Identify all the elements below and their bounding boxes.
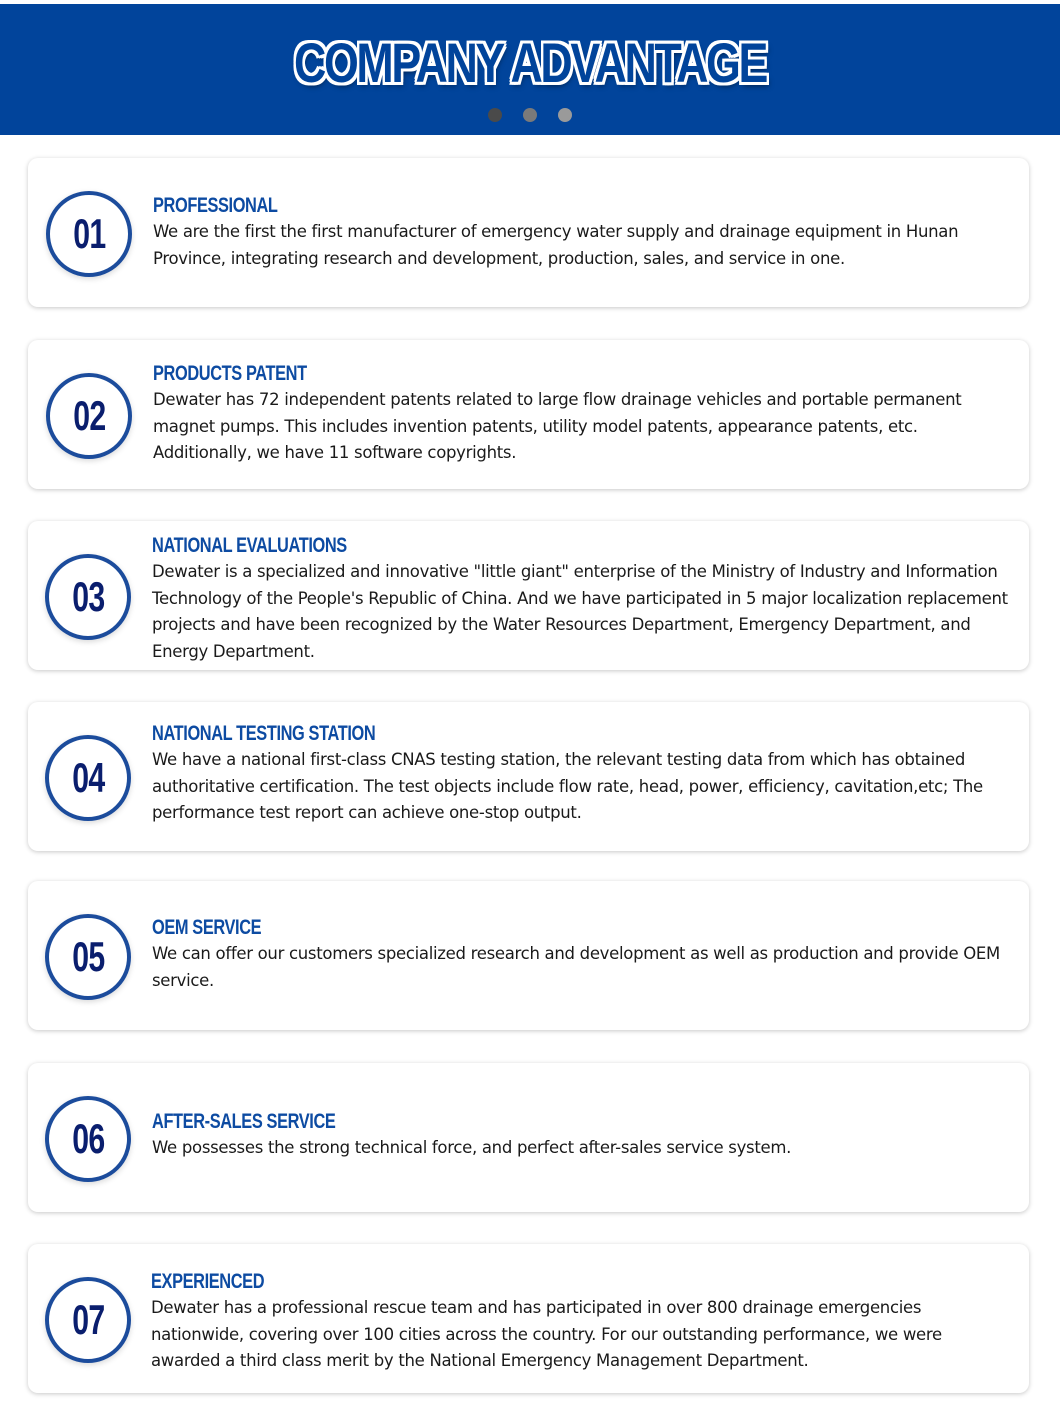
number-circle-icon — [46, 191, 132, 277]
advantage-card-products-patent — [28, 340, 1029, 489]
number-circle-icon — [46, 373, 132, 459]
item-description: Dewater has a professional rescue team and has participated in over 800 drainage emergencies nationwide, covering over 100 cities across the country. For our outstanding performance, we were awarded a third class merit by the National Emergency Management Department. — [151, 1298, 942, 1370]
number-circle-icon — [45, 914, 131, 1000]
advantage-card-experienced — [28, 1244, 1029, 1393]
number-circle-icon — [45, 554, 131, 640]
item-description: We are the first the first manufacturer of emergency water supply and drainage equipment in Hunan Province, integrating research and development, production, sales, and service in one. — [153, 222, 959, 268]
item-title: OEM SERVICE — [152, 916, 262, 939]
item-number: 04 — [71, 754, 105, 801]
number-circle-icon — [45, 1277, 131, 1363]
item-title: NATIONAL TESTING STATION — [152, 722, 376, 745]
item-number: 02 — [72, 392, 106, 439]
item-description: Dewater has 72 independent patents related to large flow drainage vehicles and portable permanent magnet pumps. This includes invention patents, utility model patents, appearance patents, etc. Additionally, we have 11 software copyrights. — [153, 390, 962, 462]
number-circle-icon — [45, 1096, 131, 1182]
advantage-card-national-evaluations — [28, 521, 1029, 670]
number-circle-icon — [45, 735, 131, 821]
dot-icon — [558, 108, 572, 122]
item-number: 06 — [71, 1115, 105, 1162]
dot-icon — [488, 108, 502, 122]
page-title: COMPANY ADVANTAGE — [294, 31, 766, 94]
item-number: 03 — [71, 573, 105, 620]
item-title: PROFESSIONAL — [153, 194, 278, 217]
item-number: 01 — [72, 210, 106, 257]
advantage-card-oem-service — [28, 881, 1029, 1030]
advantage-card-professional — [28, 158, 1029, 307]
dot-icon — [523, 108, 537, 122]
item-title: PRODUCTS PATENT — [153, 362, 307, 385]
header-banner — [0, 4, 1060, 135]
advantage-card-national-testing-station — [28, 702, 1029, 851]
item-number: 07 — [71, 1296, 105, 1343]
advantage-card-after-sales-service — [28, 1063, 1029, 1212]
item-description: Dewater is a specialized and innovative "little giant" enterprise of the Ministry of Industry and Information Technology of the People's Republic of China. And we have participated in 5 major localization replacement projects and have been recognized by the Water Resources Department, Emergency Department, and Energy Department. — [152, 562, 1008, 661]
item-title: EXPERIENCED — [151, 1270, 265, 1293]
item-description: We possesses the strong technical force, and perfect after-sales service system. — [152, 1138, 792, 1157]
item-description: We have a national first-class CNAS testing station, the relevant testing data from which has obtained authoritative certification. The test objects include flow rate, head, power, efficiency, cavitation,etc; The performance test report can achieve one-stop output. — [152, 750, 983, 822]
item-title: NATIONAL EVALUATIONS — [152, 534, 347, 557]
item-description: We can offer our customers specialized research and development as well as production and provide OEM service. — [152, 944, 1000, 990]
decorative-dots — [0, 108, 1060, 122]
item-number: 05 — [71, 933, 105, 980]
item-title: AFTER-SALES SERVICE — [152, 1110, 336, 1133]
